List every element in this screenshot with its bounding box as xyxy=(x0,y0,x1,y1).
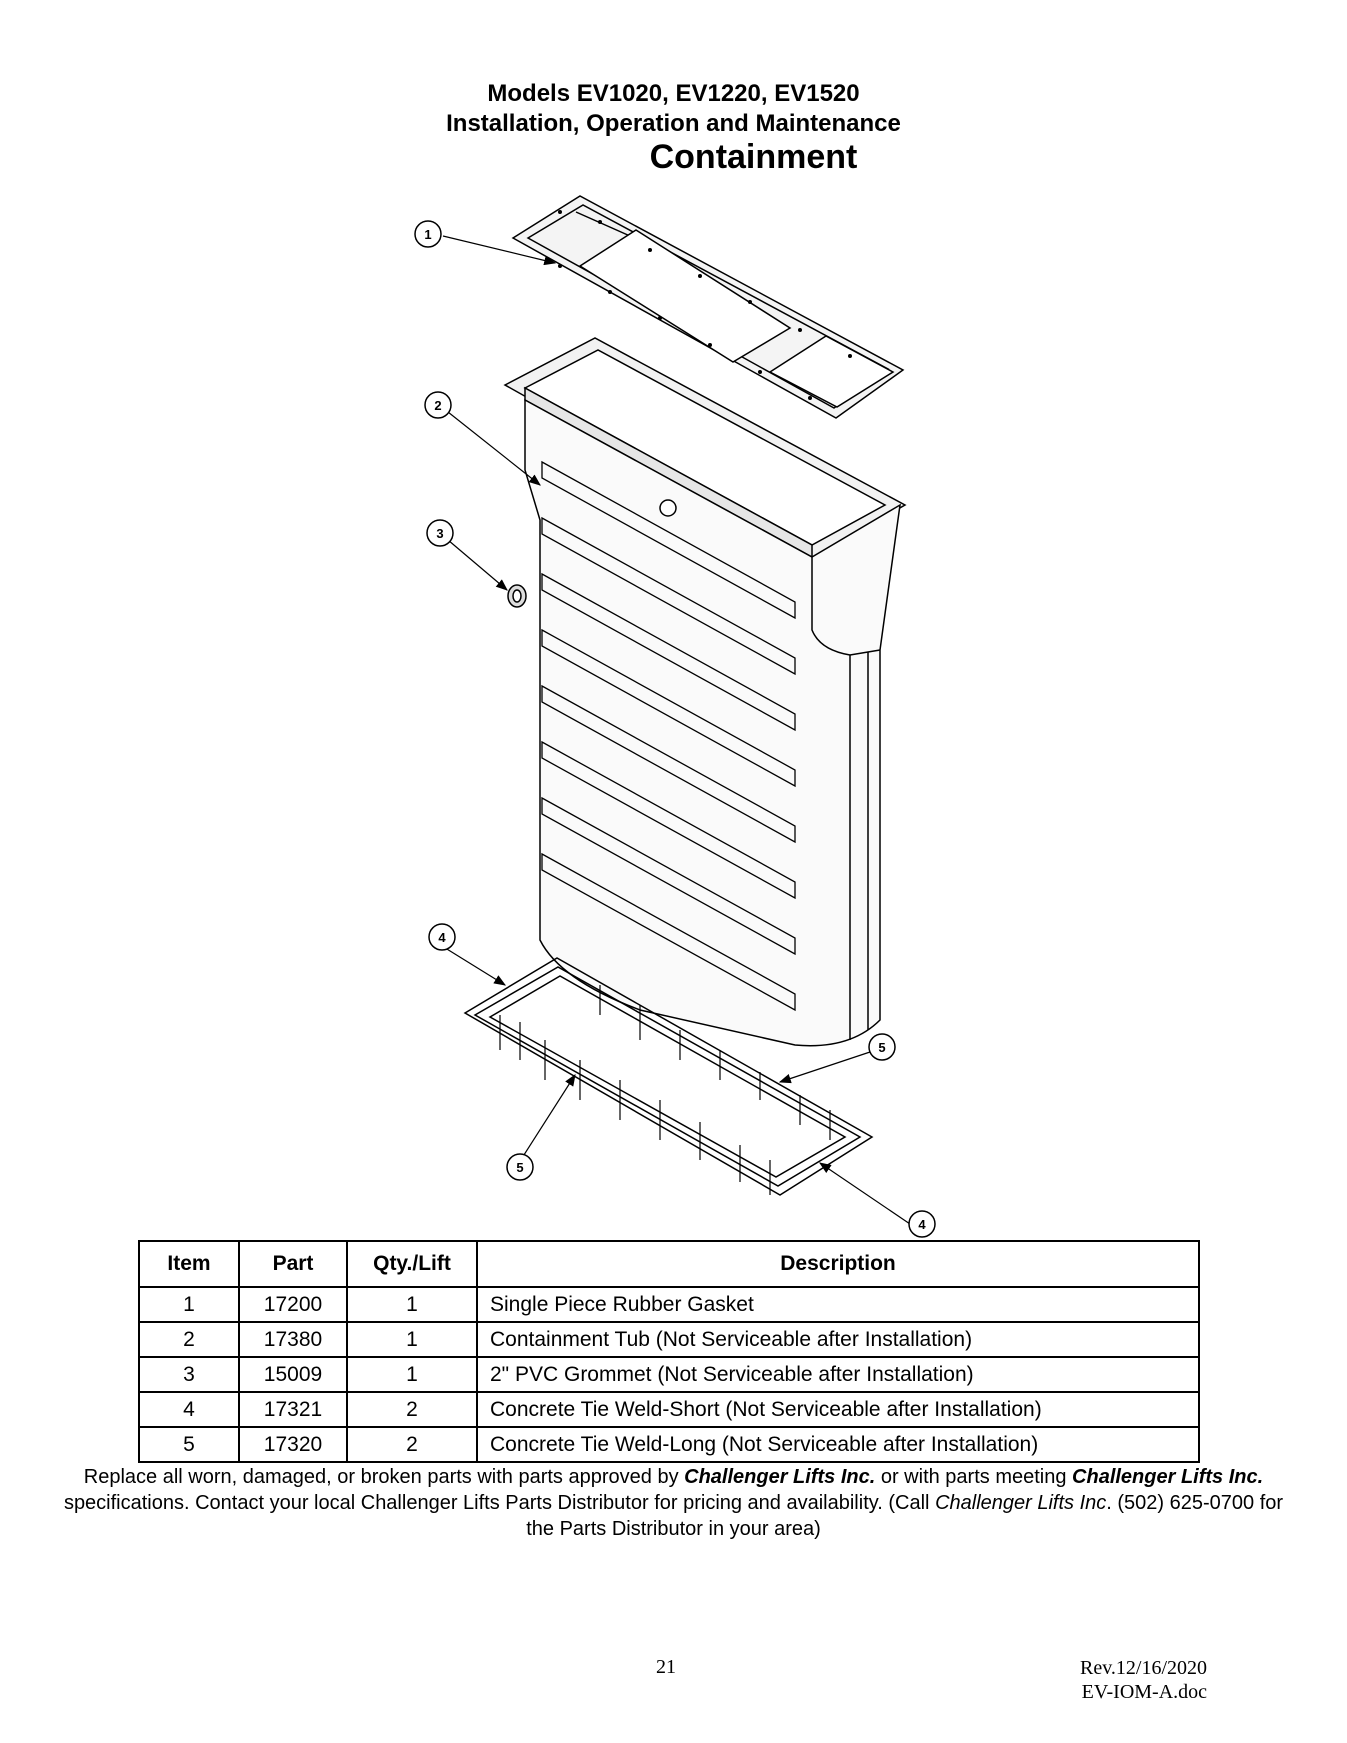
table-row xyxy=(139,1392,1199,1427)
company-name: Challenger Lifts Inc. xyxy=(684,1466,876,1488)
cell-item: 4 xyxy=(139,1392,239,1427)
table-header-row xyxy=(139,1241,1199,1287)
revision-date: Rev.12/16/2020 xyxy=(1080,1657,1208,1679)
note-text: . (502) 625-0700 for the Parts Distributor in your area) xyxy=(526,1492,1284,1540)
cell-description: Single Piece Rubber Gasket xyxy=(477,1287,1199,1322)
callout-5-left xyxy=(507,1154,533,1180)
table-row xyxy=(139,1322,1199,1357)
section-title: Containment xyxy=(649,138,858,176)
cell-description: Concrete Tie Weld-Short (Not Serviceable after Installation) xyxy=(477,1392,1199,1427)
cell-qty: 2 xyxy=(347,1392,477,1427)
cell-part: 17380 xyxy=(239,1322,347,1357)
cell-part: 17200 xyxy=(239,1287,347,1322)
containment-exploded-drawing xyxy=(0,190,1347,1240)
callout-3 xyxy=(427,520,453,546)
callout-5-right xyxy=(869,1034,895,1060)
note-text: or with parts meeting xyxy=(875,1466,1073,1488)
cell-qty: 2 xyxy=(347,1427,477,1462)
cell-qty: 1 xyxy=(347,1357,477,1392)
cell-part: 17320 xyxy=(239,1427,347,1462)
parts-table xyxy=(138,1240,1200,1463)
col-header-item: Item xyxy=(139,1241,239,1287)
col-header-part: Part xyxy=(239,1241,347,1287)
revision-info xyxy=(1080,1656,1207,1704)
manual-subtitle: Installation, Operation and Maintenance xyxy=(446,110,901,137)
table-row xyxy=(139,1357,1199,1392)
col-header-qty: Qty./Lift xyxy=(347,1241,477,1287)
note-text: Replace all worn, damaged, or broken parts with parts approved by xyxy=(83,1466,685,1488)
cell-qty: 1 xyxy=(347,1287,477,1322)
cell-part: 15009 xyxy=(239,1357,347,1392)
svg-text:5: 5 xyxy=(878,1040,886,1055)
cell-description: Containment Tub (Not Serviceable after Installation) xyxy=(477,1322,1199,1357)
svg-text:3: 3 xyxy=(436,526,444,541)
company-name: Challenger Lifts Inc. xyxy=(1072,1466,1264,1488)
svg-text:4: 4 xyxy=(438,930,446,945)
table-row xyxy=(139,1427,1199,1462)
models-heading: Models EV1020, EV1220, EV1520 xyxy=(487,80,860,107)
callout-4-top xyxy=(429,924,455,950)
page-number: 21 xyxy=(656,1656,676,1678)
callout-1 xyxy=(415,221,441,247)
pvc-grommet-part xyxy=(508,585,526,607)
svg-text:5: 5 xyxy=(516,1160,524,1175)
cell-qty: 1 xyxy=(347,1322,477,1357)
svg-text:2: 2 xyxy=(434,398,442,413)
svg-text:4: 4 xyxy=(918,1217,926,1232)
note-text: specifications. Contact your local Challenger Lifts Parts Distributor for pricing and availability. (Call xyxy=(63,1492,936,1514)
svg-text:1: 1 xyxy=(424,227,432,242)
company-name: Challenger Lifts Inc xyxy=(935,1492,1107,1514)
callout-4-bottom xyxy=(909,1211,935,1237)
callout-2 xyxy=(425,392,451,418)
col-header-description: Description xyxy=(477,1241,1199,1287)
cell-description: 2" PVC Grommet (Not Serviceable after Installation) xyxy=(477,1357,1199,1392)
cell-item: 5 xyxy=(139,1427,239,1462)
cell-item: 3 xyxy=(139,1357,239,1392)
replacement-parts-note xyxy=(60,1464,1287,1542)
cell-item: 1 xyxy=(139,1287,239,1322)
document-filename: EV-IOM-A.doc xyxy=(1081,1681,1208,1703)
containment-tub-part xyxy=(505,338,905,1046)
cell-description: Concrete Tie Weld-Long (Not Serviceable after Installation) xyxy=(477,1427,1199,1462)
cell-item: 2 xyxy=(139,1322,239,1357)
table-row xyxy=(139,1287,1199,1322)
cell-part: 17321 xyxy=(239,1392,347,1427)
